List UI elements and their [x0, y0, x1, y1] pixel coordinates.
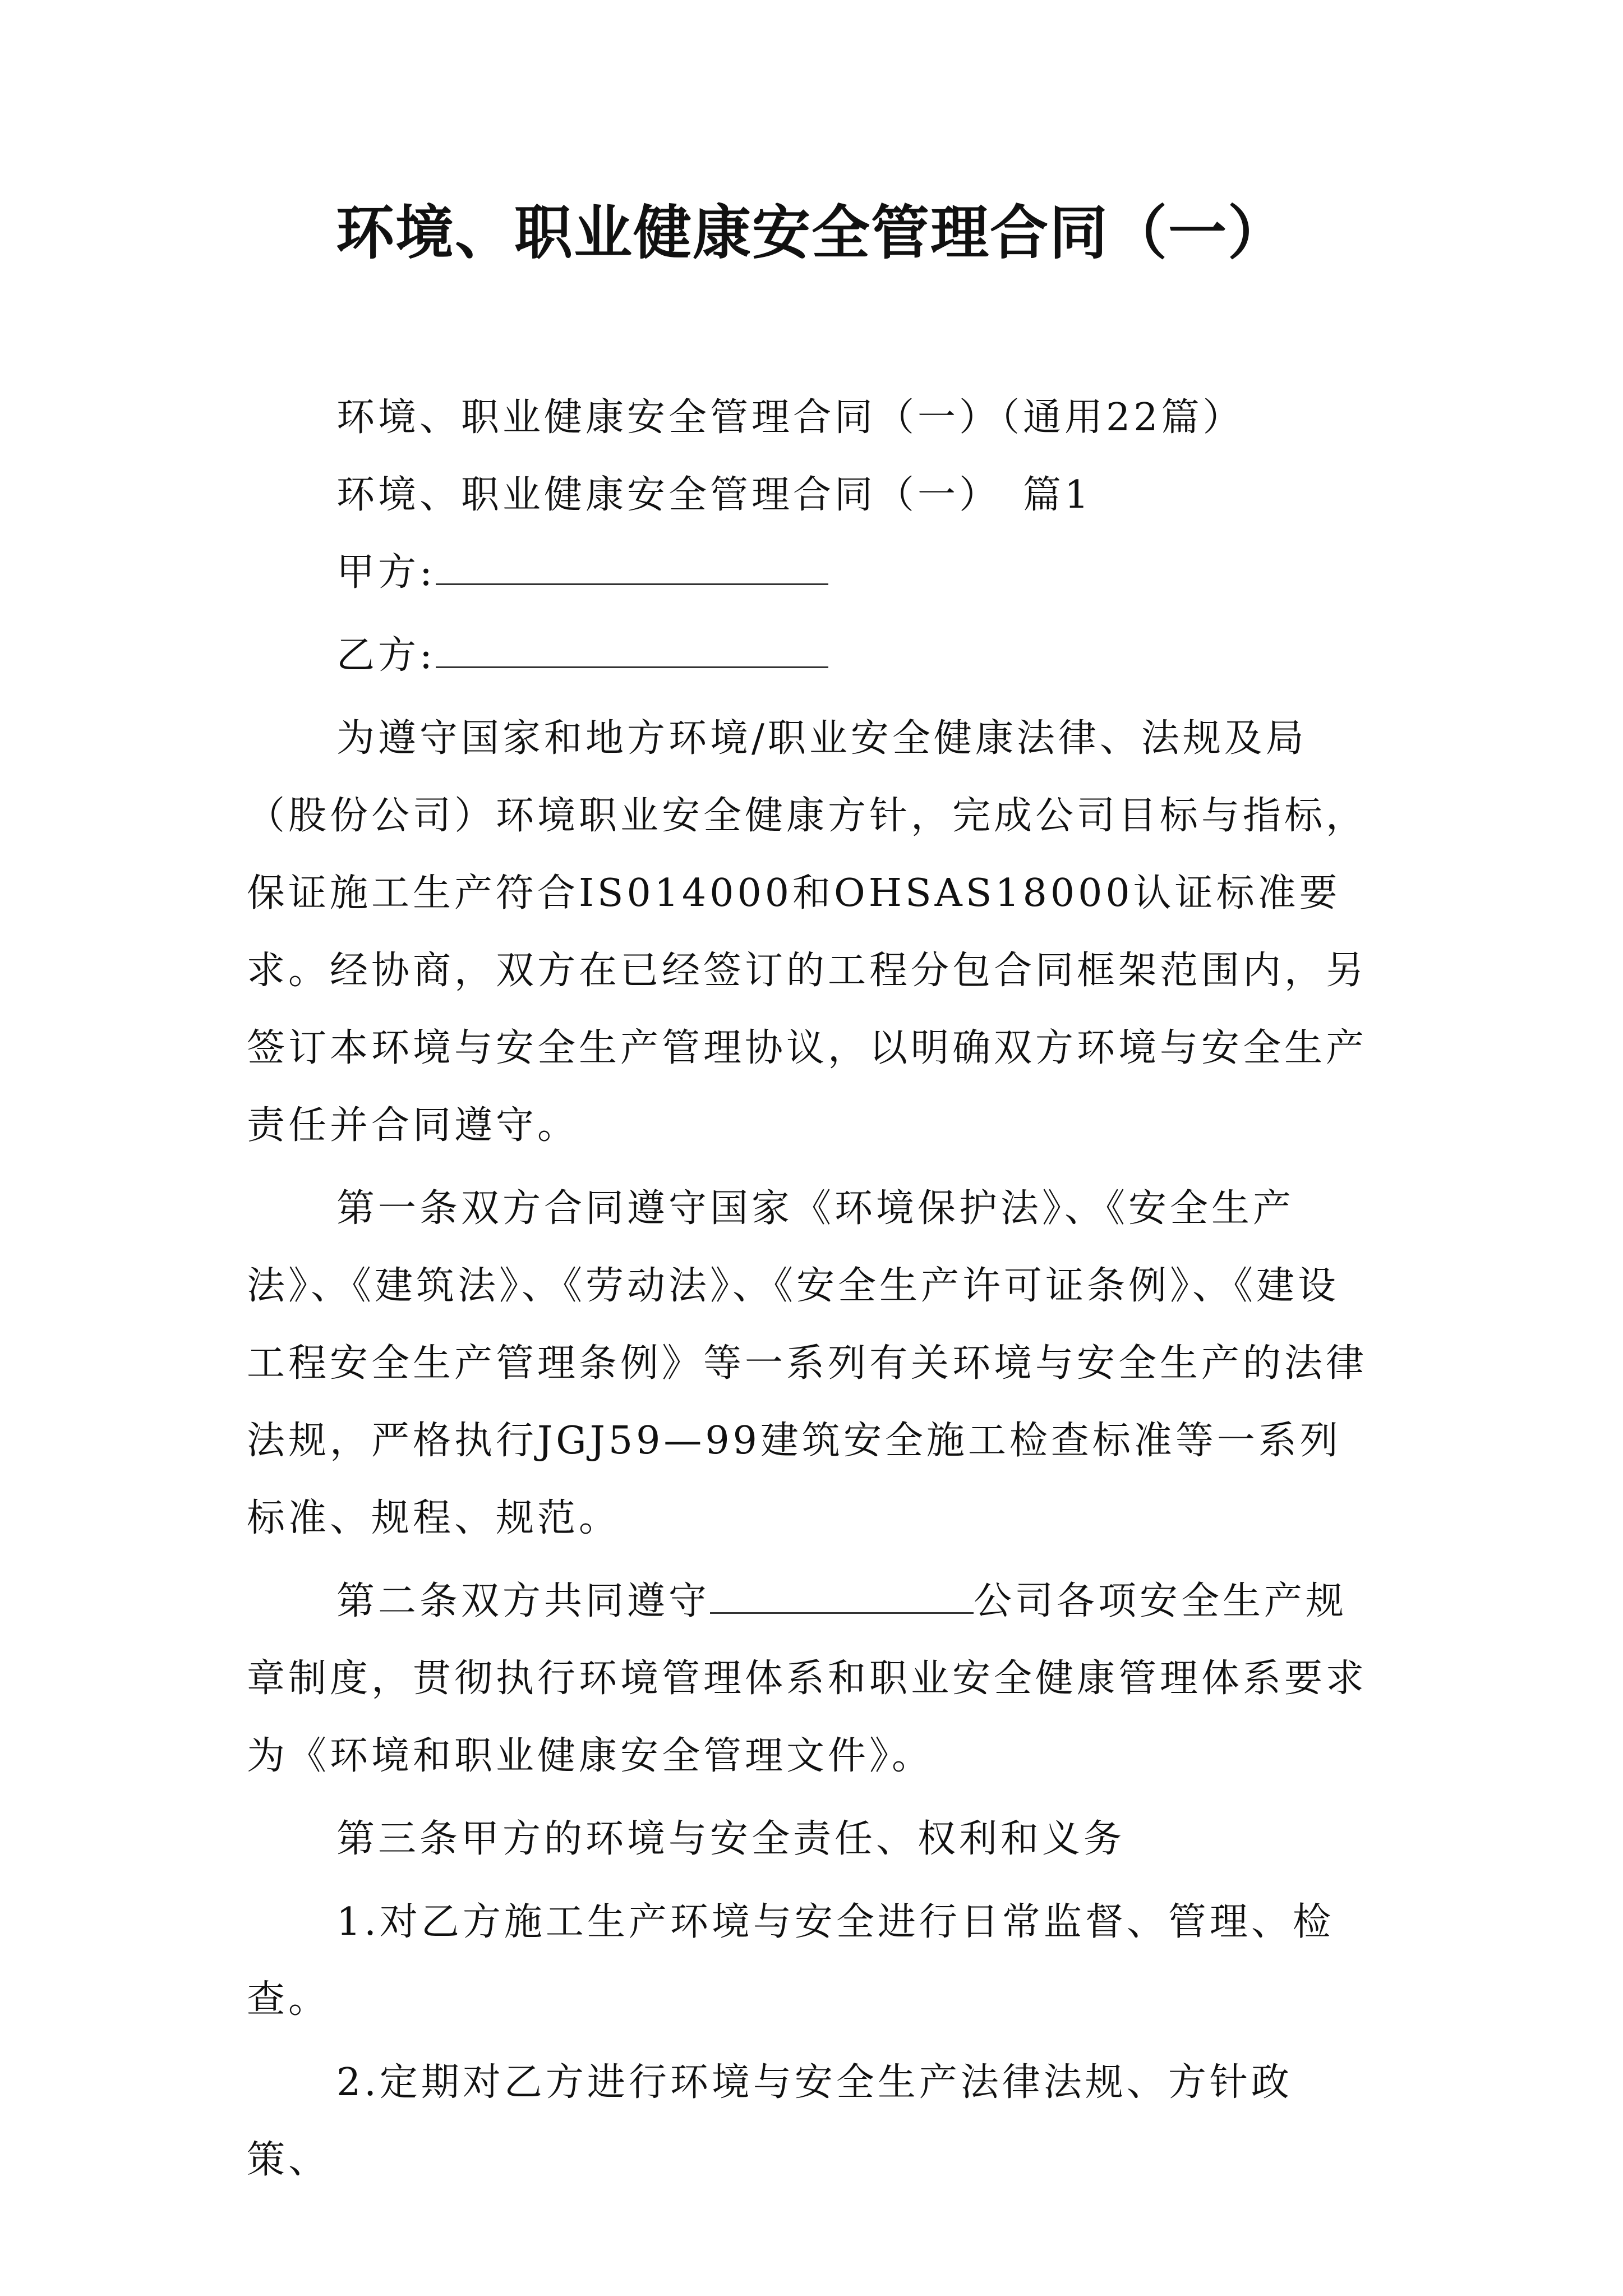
- article-2-text-before: 第二条双方共同遵守: [336, 1579, 711, 1623]
- company-name-blank: [710, 1583, 974, 1614]
- list-item-1: 1.对乙方施工生产环境与安全进行日常监督、管理、检查。: [247, 1900, 1334, 2022]
- document-subtitle: 环境、职业健康安全管理合同（一）（通用22篇）: [336, 395, 1244, 440]
- party-b-blank: [436, 637, 828, 668]
- party-a-line: [247, 534, 1374, 611]
- party-b-label: 乙方:: [336, 633, 436, 678]
- section-heading: 环境、职业健康安全管理合同（一） 篇1: [336, 473, 1092, 517]
- party-a-label: 甲方:: [336, 550, 436, 595]
- document-body: [247, 379, 1374, 2199]
- list-item-2: 2.定期对乙方进行环境与安全生产法律法规、方针政策、: [247, 2060, 1293, 2182]
- article-2: [247, 1563, 1374, 1795]
- party-a-blank: [436, 554, 828, 585]
- article-2-text-after: 公司各项安全生产规章制度，贯彻执行环境管理体系和职业安全健康管理体系要求为《环境和职业健康安全管理文件》。: [247, 1579, 1368, 1778]
- intro-paragraph: 为遵守国家和地方环境/职业安全健康法律、法规及局（股份公司）环境职业安全健康方针，完成公司目标与指标，保证施工生产符合IS014000和OHSAS18000认证标准要求。经协商，双方在已经签订的工程分包合同框架范围内，另签订本环境与安全生产管理协议，以明确双方环境与安全生产责任并合同遵守。: [247, 716, 1368, 1148]
- party-b-line: [247, 617, 1374, 694]
- article-3-heading: 第三条甲方的环境与安全责任、权利和义务: [336, 1817, 1126, 1861]
- article-1: 第一条双方合同遵守国家《环境保护法》、《安全生产法》、《建筑法》、《劳动法》、《安全生产许可证条例》、《建设工程安全生产管理条例》等一系列有关环境与安全生产的法律法规，严格执行JGJ59—99建筑安全施工检查标准等一系列标准、规程、规范。: [247, 1186, 1368, 1540]
- document-title: 环境、职业健康安全管理合同（一）: [335, 199, 1287, 267]
